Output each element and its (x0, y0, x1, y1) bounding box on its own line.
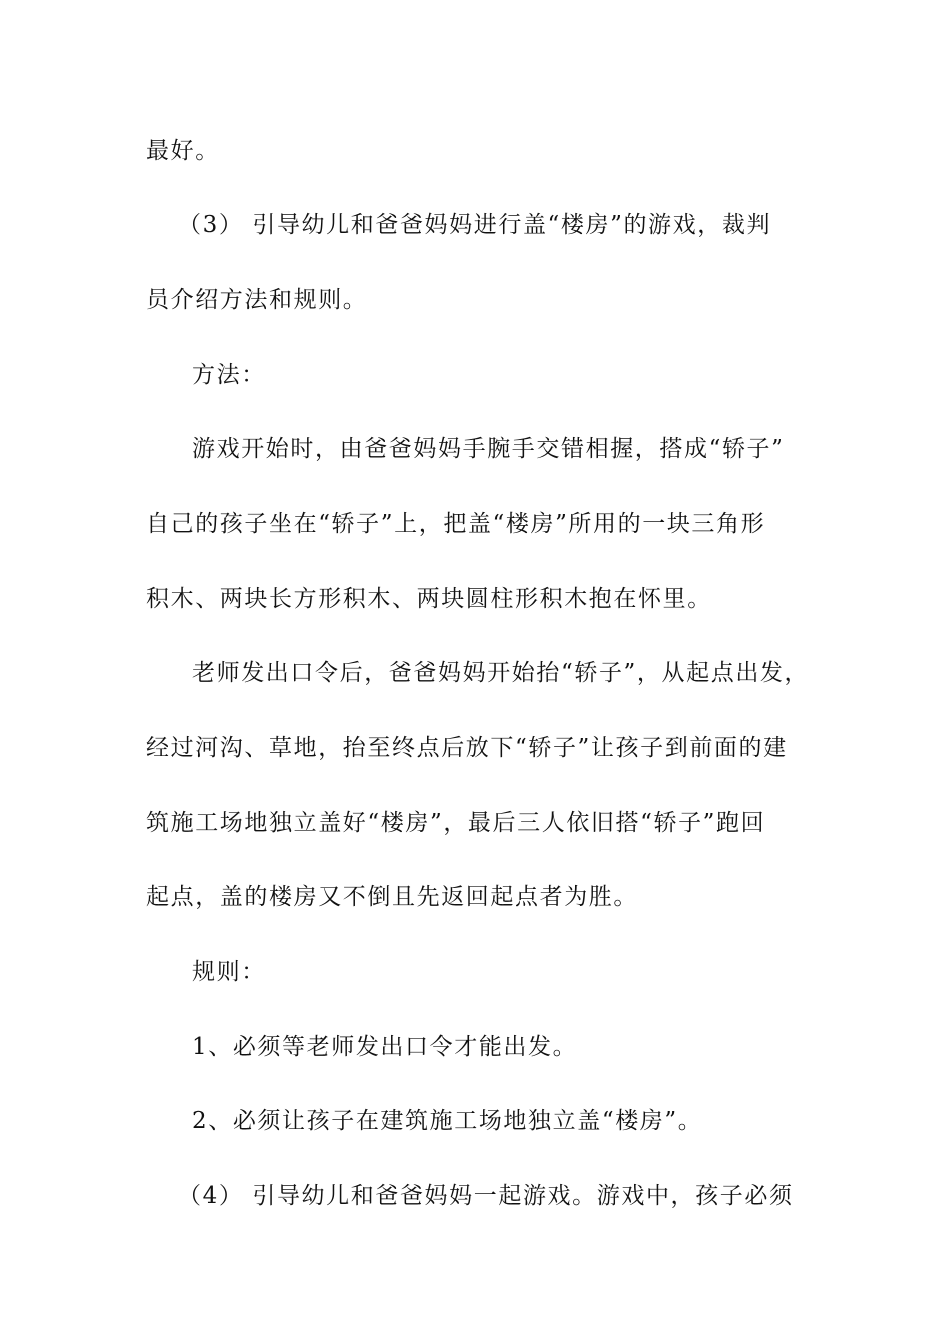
text-line: 积木、两块长方形积木、两块圆柱形积木抱在怀里。 (146, 586, 712, 612)
text-line: 员介绍方法和规则。 (146, 287, 368, 313)
text-line: 自己的孩子坐在“轿子”上，把盖“楼房”所用的一块三角形 (146, 511, 766, 537)
text-line: 老师发出口令后，爸爸妈妈开始抬“轿子”，从起点出发， (192, 660, 810, 686)
text-line: 筑施工场地独立盖好“楼房”，最后三人依旧搭“轿子”跑回 (146, 810, 766, 836)
section-heading: 规则： (192, 959, 266, 985)
text-line: （3） 引导幼儿和爸爸妈妈进行盖“楼房”的游戏，裁判 (178, 212, 772, 238)
text-line: 起点，盖的楼房又不倒且先返回起点者为胜。 (146, 884, 638, 910)
text-line: （4） 引导幼儿和爸爸妈妈一起游戏。游戏中，孩子必须 (178, 1183, 794, 1209)
text-line: 最好。 (146, 138, 220, 164)
text-line: 经过河沟、草地，抬至终点后放下“轿子”让孩子到前面的建 (146, 735, 788, 761)
text-line: 游戏开始时，由爸爸妈妈手腕手交错相握，搭成“轿子” (192, 436, 785, 462)
rule-item: 1、必须等老师发出口令才能出发。 (192, 1034, 578, 1060)
rule-item: 2、必须让孩子在建筑施工场地独立盖“楼房”。 (192, 1108, 703, 1134)
section-heading: 方法： (192, 362, 266, 388)
